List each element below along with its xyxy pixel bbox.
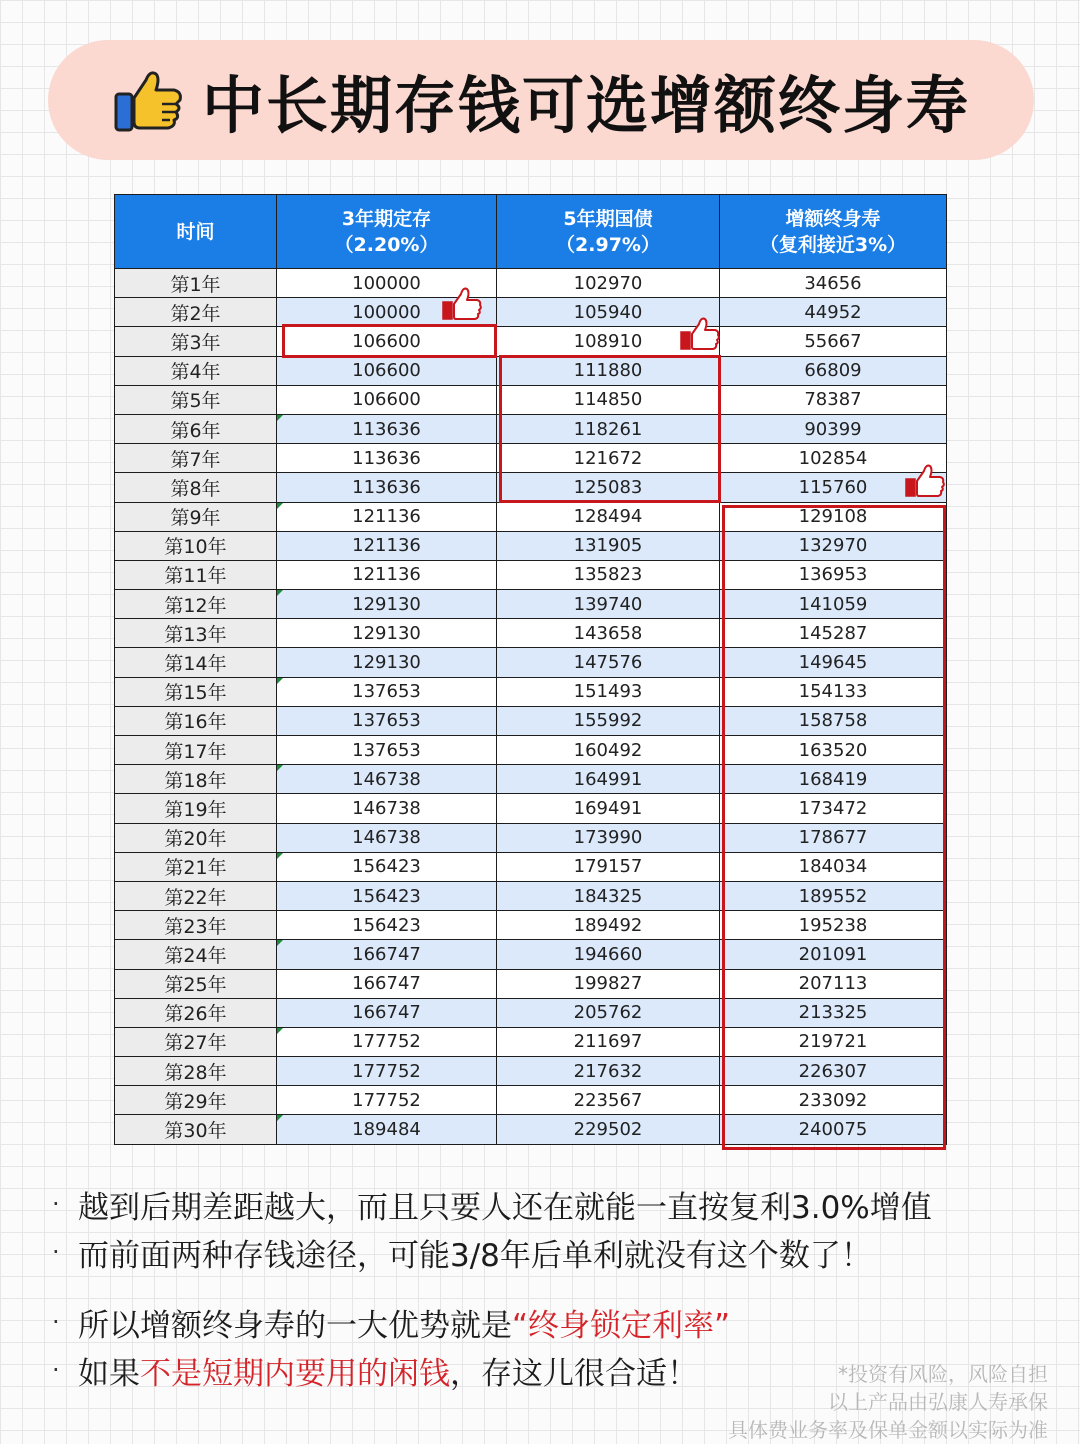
whole-life-cell: 189552	[720, 881, 947, 910]
year-cell: 第23年	[115, 911, 277, 940]
whole-life-cell: 55667	[720, 327, 947, 356]
bullet-text: 越到后期差距越大，而且只要人还在就能一直按复利3.0%增值	[78, 1189, 932, 1226]
whole-life-cell: 141059	[720, 590, 947, 619]
treasury-bond-cell: 229502	[497, 1115, 720, 1144]
bullet-dot: ·	[52, 1356, 60, 1384]
whole-life-cell: 102854	[720, 444, 947, 473]
table-row	[115, 356, 947, 385]
thumbs-up-emoji-icon	[112, 64, 184, 136]
fixed-deposit-cell: 100000	[277, 298, 497, 327]
table-row	[115, 560, 947, 589]
treasury-bond-cell: 164991	[497, 765, 720, 794]
year-cell: 第27年	[115, 1027, 277, 1056]
title-wrap	[112, 56, 970, 145]
whole-life-cell: 115760	[720, 473, 947, 502]
treasury-bond-cell: 139740	[497, 590, 720, 619]
bullet-text: 而前面两种存钱途径，可能3/8年后单利就没有这个数了！	[78, 1237, 872, 1274]
whole-life-cell: 149645	[720, 648, 947, 677]
year-cell: 第22年	[115, 881, 277, 910]
thumbs-up-icon	[904, 461, 946, 499]
year-cell: 第15年	[115, 677, 277, 706]
fixed-deposit-cell: 189484	[277, 1115, 497, 1144]
table-row	[115, 648, 947, 677]
year-cell: 第6年	[115, 414, 277, 443]
treasury-bond-cell: 199827	[497, 969, 720, 998]
header-fixed-deposit: 3年期定存 （2.20%）	[277, 195, 497, 269]
fixed-deposit-cell: 177752	[277, 1086, 497, 1115]
year-cell: 第17年	[115, 736, 277, 765]
whole-life-cell: 34656	[720, 269, 947, 298]
treasury-bond-cell: 223567	[497, 1086, 720, 1115]
table-row	[115, 473, 947, 502]
bullet-item	[52, 1228, 1052, 1276]
whole-life-cell: 90399	[720, 414, 947, 443]
treasury-bond-cell: 155992	[497, 706, 720, 735]
whole-life-cell: 184034	[720, 852, 947, 881]
table-row	[115, 1115, 947, 1144]
bullet-dot: ·	[52, 1308, 60, 1336]
fixed-deposit-cell: 137653	[277, 736, 497, 765]
table-row	[115, 1057, 947, 1086]
table-row	[115, 881, 947, 910]
table-row	[115, 736, 947, 765]
whole-life-cell: 178677	[720, 823, 947, 852]
treasury-bond-cell: 135823	[497, 560, 720, 589]
treasury-bond-cell: 169491	[497, 794, 720, 823]
table-body	[115, 269, 947, 1145]
whole-life-cell: 129108	[720, 502, 947, 531]
whole-life-cell: 233092	[720, 1086, 947, 1115]
fixed-deposit-cell: 166747	[277, 998, 497, 1027]
treasury-bond-cell: 131905	[497, 531, 720, 560]
fixed-deposit-cell: 121136	[277, 502, 497, 531]
fixed-deposit-cell: 121136	[277, 560, 497, 589]
fixed-deposit-cell: 137653	[277, 706, 497, 735]
year-cell: 第16年	[115, 706, 277, 735]
fixed-deposit-cell: 113636	[277, 444, 497, 473]
comparison-table-area	[114, 194, 946, 1145]
year-cell: 第25年	[115, 969, 277, 998]
fixed-deposit-cell: 156423	[277, 881, 497, 910]
whole-life-cell: 154133	[720, 677, 947, 706]
table-row	[115, 911, 947, 940]
year-cell: 第4年	[115, 356, 277, 385]
table-row	[115, 940, 947, 969]
table-row	[115, 794, 947, 823]
treasury-bond-cell: 151493	[497, 677, 720, 706]
year-cell: 第21年	[115, 852, 277, 881]
treasury-bond-cell: 173990	[497, 823, 720, 852]
treasury-bond-cell: 217632	[497, 1057, 720, 1086]
disclaimer-line: 具体费业务率及保单金额以实际为准	[728, 1418, 1048, 1442]
fixed-deposit-cell: 106600	[277, 327, 497, 356]
year-cell: 第3年	[115, 327, 277, 356]
table-header-row	[115, 195, 947, 269]
year-cell: 第29年	[115, 1086, 277, 1115]
year-cell: 第7年	[115, 444, 277, 473]
table-row	[115, 298, 947, 327]
year-cell: 第26年	[115, 998, 277, 1027]
whole-life-cell: 226307	[720, 1057, 947, 1086]
fixed-deposit-cell: 177752	[277, 1027, 497, 1056]
fixed-deposit-cell: 106600	[277, 356, 497, 385]
whole-life-cell: 163520	[720, 736, 947, 765]
whole-life-cell: 240075	[720, 1115, 947, 1144]
table-row	[115, 823, 947, 852]
fixed-deposit-cell: 166747	[277, 969, 497, 998]
header-time: 时间	[115, 195, 277, 269]
year-cell: 第11年	[115, 560, 277, 589]
treasury-bond-cell: 189492	[497, 911, 720, 940]
treasury-bond-cell: 118261	[497, 414, 720, 443]
whole-life-cell: 173472	[720, 794, 947, 823]
title-banner	[48, 40, 1034, 160]
cell-corner-marker	[277, 1028, 283, 1034]
fixed-deposit-cell: 137653	[277, 677, 497, 706]
year-cell: 第8年	[115, 473, 277, 502]
fixed-deposit-cell: 146738	[277, 794, 497, 823]
table-row	[115, 765, 947, 794]
treasury-bond-cell: 121672	[497, 444, 720, 473]
treasury-bond-cell: 205762	[497, 998, 720, 1027]
table-row	[115, 590, 947, 619]
disclaimer	[728, 1360, 1048, 1444]
bullet-text: 如果	[78, 1355, 140, 1392]
table-row	[115, 969, 947, 998]
whole-life-cell: 213325	[720, 998, 947, 1027]
fixed-deposit-cell: 156423	[277, 852, 497, 881]
header-whole-life: 增额终身寿 （复利接近3%）	[720, 195, 947, 269]
table-row	[115, 385, 947, 414]
table-row	[115, 619, 947, 648]
thumbs-up-icon	[679, 314, 721, 352]
year-cell: 第24年	[115, 940, 277, 969]
cell-corner-marker	[277, 503, 283, 509]
whole-life-cell: 44952	[720, 298, 947, 327]
disclaimer-line: *投资有风险，风险自担	[838, 1362, 1048, 1386]
year-cell: 第1年	[115, 269, 277, 298]
bullet-text: 所以增额终身寿的一大优势就是	[78, 1307, 512, 1344]
table-row	[115, 269, 947, 298]
bullet-item	[52, 1180, 1052, 1228]
year-cell: 第19年	[115, 794, 277, 823]
treasury-bond-cell: 108910	[497, 327, 720, 356]
bullet-highlight: “终身锁定利率”	[512, 1307, 731, 1344]
table-row	[115, 414, 947, 443]
table-row	[115, 706, 947, 735]
table-row	[115, 502, 947, 531]
fixed-deposit-cell: 113636	[277, 473, 497, 502]
cell-corner-marker	[277, 678, 283, 684]
year-cell: 第9年	[115, 502, 277, 531]
treasury-bond-cell: 147576	[497, 648, 720, 677]
table-row	[115, 327, 947, 356]
treasury-bond-cell: 128494	[497, 502, 720, 531]
treasury-bond-cell: 211697	[497, 1027, 720, 1056]
table-row	[115, 531, 947, 560]
fixed-deposit-cell: 177752	[277, 1057, 497, 1086]
whole-life-cell: 66809	[720, 356, 947, 385]
cell-corner-marker	[277, 853, 283, 859]
fixed-deposit-cell: 100000	[277, 269, 497, 298]
bullet-item	[52, 1298, 1052, 1346]
fixed-deposit-cell: 129130	[277, 590, 497, 619]
treasury-bond-cell: 184325	[497, 881, 720, 910]
treasury-bond-cell: 160492	[497, 736, 720, 765]
bullet-dot: ·	[52, 1238, 60, 1266]
fixed-deposit-cell: 146738	[277, 765, 497, 794]
whole-life-cell: 78387	[720, 385, 947, 414]
fixed-deposit-cell: 106600	[277, 385, 497, 414]
year-cell: 第12年	[115, 590, 277, 619]
whole-life-cell: 195238	[720, 911, 947, 940]
table-row	[115, 852, 947, 881]
year-cell: 第5年	[115, 385, 277, 414]
fixed-deposit-cell: 156423	[277, 911, 497, 940]
cell-corner-marker	[277, 590, 283, 596]
table-row	[115, 998, 947, 1027]
table-row	[115, 1086, 947, 1115]
year-cell: 第13年	[115, 619, 277, 648]
table-row	[115, 1027, 947, 1056]
whole-life-cell: 145287	[720, 619, 947, 648]
bullet-dot: ·	[52, 1190, 60, 1218]
year-cell: 第20年	[115, 823, 277, 852]
fixed-deposit-cell: 146738	[277, 823, 497, 852]
table-row	[115, 677, 947, 706]
bullet-highlight: 不是短期内要用的闲钱	[140, 1355, 450, 1392]
whole-life-cell: 207113	[720, 969, 947, 998]
bullet-text: ，存这儿很合适！	[450, 1355, 698, 1392]
cell-corner-marker	[277, 940, 283, 946]
year-cell: 第2年	[115, 298, 277, 327]
treasury-bond-cell: 179157	[497, 852, 720, 881]
treasury-bond-cell: 114850	[497, 385, 720, 414]
fixed-deposit-cell: 166747	[277, 940, 497, 969]
whole-life-cell: 201091	[720, 940, 947, 969]
year-cell: 第30年	[115, 1115, 277, 1144]
disclaimer-line: 以上产品由弘康人寿承保	[828, 1390, 1048, 1414]
treasury-bond-cell: 143658	[497, 619, 720, 648]
fixed-deposit-cell: 129130	[277, 648, 497, 677]
whole-life-cell: 132970	[720, 531, 947, 560]
fixed-deposit-cell: 113636	[277, 414, 497, 443]
fixed-deposit-cell: 129130	[277, 619, 497, 648]
page-title: 中长期存钱可选增额终身寿	[201, 68, 970, 142]
cell-corner-marker	[277, 1115, 283, 1121]
thumbs-up-icon	[441, 284, 483, 322]
header-treasury-bond: 5年期国债 （2.97%）	[497, 195, 720, 269]
treasury-bond-cell: 194660	[497, 940, 720, 969]
whole-life-cell: 219721	[720, 1027, 947, 1056]
treasury-bond-cell: 102970	[497, 269, 720, 298]
year-cell: 第10年	[115, 531, 277, 560]
year-cell: 第14年	[115, 648, 277, 677]
treasury-bond-cell: 111880	[497, 356, 720, 385]
year-cell: 第18年	[115, 765, 277, 794]
comparison-table	[114, 194, 947, 1145]
year-cell: 第28年	[115, 1057, 277, 1086]
fixed-deposit-cell: 121136	[277, 531, 497, 560]
whole-life-cell: 158758	[720, 706, 947, 735]
cell-corner-marker	[277, 765, 283, 771]
whole-life-cell: 168419	[720, 765, 947, 794]
table-row	[115, 444, 947, 473]
whole-life-cell: 136953	[720, 560, 947, 589]
treasury-bond-cell: 125083	[497, 473, 720, 502]
cell-corner-marker	[277, 415, 283, 421]
treasury-bond-cell: 105940	[497, 298, 720, 327]
